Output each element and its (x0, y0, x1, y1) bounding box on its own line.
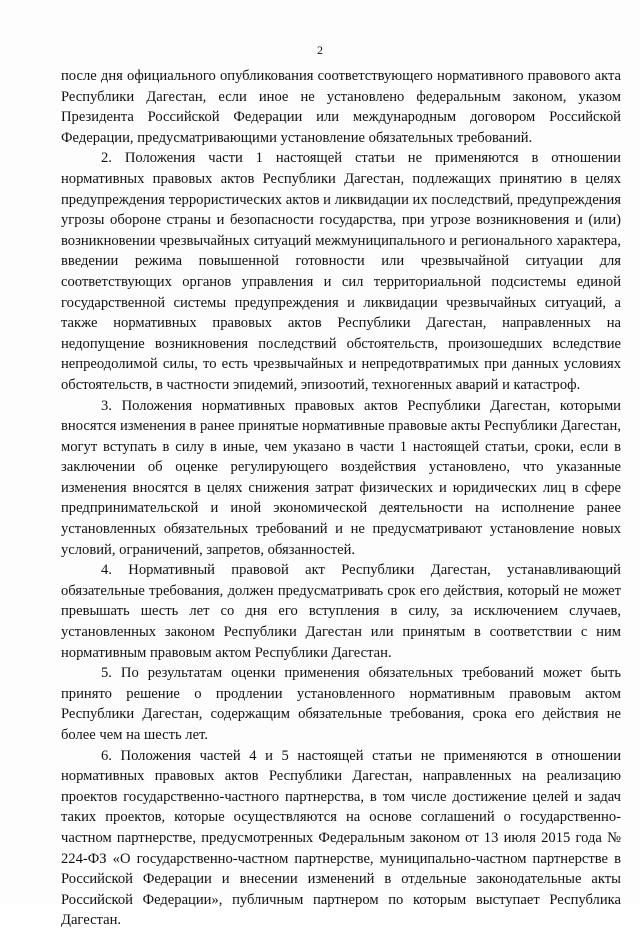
paragraph-5: 5. По результатам оценки применения обязательных требований может быть принято решение о продлении установленного нормативным правовым актом Республики Дагестан, содержащим обязательные требования, срока его действия не более чем на шесть лет. (61, 665, 621, 743)
document-body (61, 66, 621, 931)
paragraph-4: 4. Нормативный правовой акт Республики Дагестан, устанавливающий обязательные требования, должен предусматривать срок его действия, который не может превышать шесть лет со дня его вступления в силу, за исключением случаев, установленных законом Республики Дагестан или принятым в соответствии с ним нормативным правовым актом Республики Дагестан. (61, 562, 621, 661)
paragraph-2: 2. Положения части 1 настоящей статьи не применяются в отношении нормативных правовых актов Республики Дагестан, подлежащих принятию в целях предупреждения террористических актов и ликвидации их последствий, предупреждения угрозы обороне страны и безопасности государства, при угрозе возникновения и (или) возникновении чрезвычайных ситуаций межмуниципального и регионального характера, введении режима повышенной готовности или чрезвычайной ситуации для соответствующих органов управления и сил территориальной подсистемы единой государственной системы предупреждения и ликвидации чрезвычайных ситуаций, а также нормативных правовых актов Республики Дагестан, направленных на недопущение возникновения последствий обстоятельств, произошедших вследствие непреодолимой силы, то есть чрезвычайных и непредотвратимых при данных условиях обстоятельств, в частности эпидемий, эпизоотий, техногенных аварий и катастроф. (61, 150, 621, 393)
page-number: 2 (317, 43, 323, 57)
paragraph-continuation: после дня официального опубликования соответствующего нормативного правового акта Республики Дагестан, если иное не установлено федеральным законом, указом Президента Российской Федерации или международным договором Российской Федерации, предусматривающими установление обязательных требований. (61, 68, 621, 146)
paragraph-6: 6. Положения частей 4 и 5 настоящей статьи не применяются в отношении нормативных правовых актов Республики Дагестан, направленных на реализацию проектов государственно-частного партнерства, в том числе достижение целей и задач таких проектов, которые осуществляются на основе соглашений о государственно-частном партнерстве, предусмотренных Федеральным законом от 13 июля 2015 года № 224-ФЗ «О государственно-частном партнерстве, муниципально-частном партнерстве в Российской Федерации и внесении изменений в отдельные законодательные акты Российской Федерации», публичным партнером по которым выступает Республика Дагестан. (61, 747, 621, 929)
paragraph-3: 3. Положения нормативных правовых актов Республики Дагестан, которыми вносятся изменения в ранее принятые нормативные правовые акты Республики Дагестан, могут вступать в силу в иные, чем указано в части 1 настоящей статьи, сроки, если в заключении об оценке регулирующего воздействия установлено, что указанные изменения вносятся в целях снижения затрат физических и юридических лиц в сфере предпринимательской и иной экономической деятельности на исполнение ранее установленных обязательных требований и не предусматривают установление новых условий, ограничений, запретов, обязанностей. (61, 397, 621, 558)
